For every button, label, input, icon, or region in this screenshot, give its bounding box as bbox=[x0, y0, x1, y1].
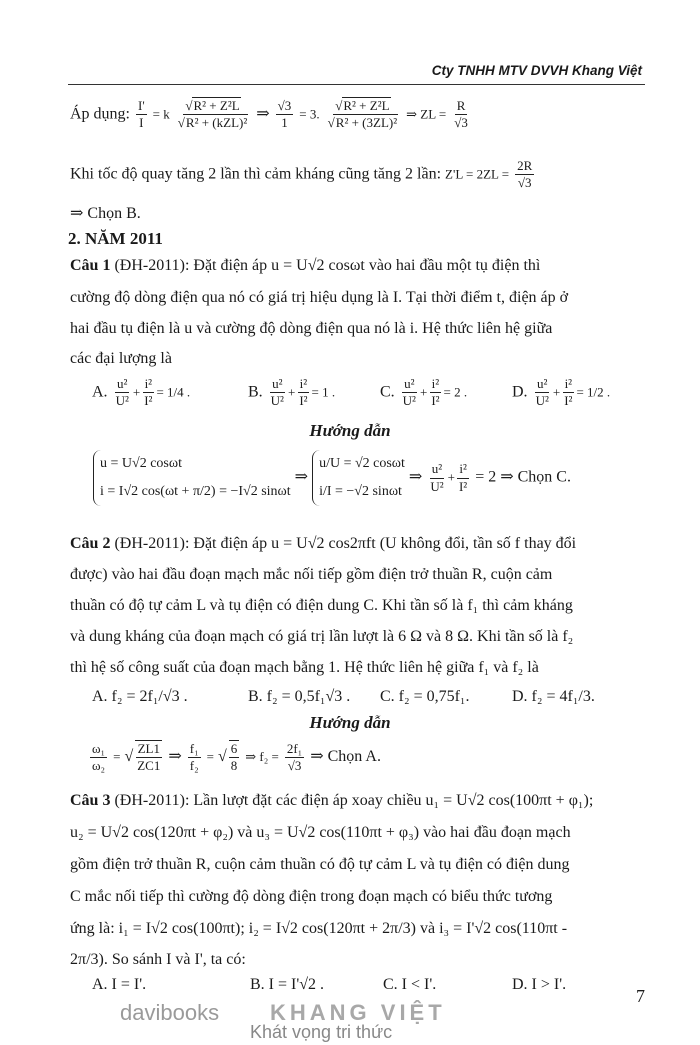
denominator: I² bbox=[299, 393, 308, 409]
equation: i = I√2 cos(ωt + π/2) = −I√2 sinωt bbox=[100, 484, 291, 499]
option-c bbox=[380, 376, 467, 410]
numerator: u² bbox=[430, 461, 444, 478]
option-d bbox=[512, 376, 610, 410]
denominator: I² bbox=[564, 393, 573, 409]
page-number: 7 bbox=[636, 986, 645, 1006]
question-label: Câu 1 bbox=[70, 257, 111, 274]
fraction bbox=[136, 98, 147, 132]
numerator: i² bbox=[298, 376, 310, 393]
q1-options bbox=[0, 376, 700, 416]
option-a bbox=[92, 376, 190, 410]
section-title: 2. NĂM 2011 bbox=[68, 229, 163, 248]
q3-line: C mắc nối tiếp thì cường độ dòng điện trong đoạn mạch có biểu thức tương bbox=[70, 888, 553, 905]
numerator: i² bbox=[563, 376, 575, 393]
numerator: i² bbox=[430, 376, 442, 393]
denominator: I bbox=[139, 115, 144, 131]
watermark-khang-viet: KHANG VIỆT bbox=[270, 1000, 446, 1025]
watermark-davibooks: davibooks bbox=[120, 1000, 220, 1025]
denominator: U² bbox=[430, 478, 444, 494]
fraction bbox=[534, 376, 551, 410]
equals: = bbox=[113, 748, 121, 764]
header-rule bbox=[68, 84, 645, 85]
radicand: R² + Z²L bbox=[343, 98, 390, 113]
plus: + bbox=[447, 469, 455, 485]
fraction bbox=[276, 98, 294, 132]
q3-line bbox=[70, 792, 593, 810]
speed-line bbox=[70, 158, 536, 192]
plus: + bbox=[287, 384, 296, 400]
radicand: R² + (kZL)² bbox=[185, 115, 248, 131]
option-c: C. f₂ = 0,75f₁. bbox=[380, 688, 470, 705]
option-rhs: = 2 . bbox=[443, 384, 468, 400]
radicand: R² + Z²L bbox=[193, 98, 240, 113]
option-letter: B. bbox=[248, 383, 263, 401]
option-b: B. f₂ = 0,5f₁√3 . bbox=[248, 688, 351, 705]
question-label: Câu 3 bbox=[70, 792, 111, 809]
q3-line: 2π/3). So sánh I và I', ta có: bbox=[70, 951, 246, 968]
option-rhs: = 1 . bbox=[311, 384, 336, 400]
plus: + bbox=[552, 384, 561, 400]
numerator: 2R bbox=[515, 158, 534, 175]
implies-arrow: ⇒ bbox=[294, 468, 309, 486]
option-letter: A. bbox=[92, 383, 108, 401]
denominator: √3 bbox=[454, 115, 468, 131]
fraction bbox=[401, 376, 418, 410]
option-letter: D. bbox=[512, 383, 528, 401]
numerator: √R² + Z²L bbox=[183, 98, 242, 115]
option-d: D. f₂ = 4f₁/3. bbox=[512, 688, 595, 705]
running-header: Cty TNHH MTV DVVH Khang Việt bbox=[431, 63, 642, 78]
q2-line bbox=[70, 535, 576, 553]
fraction bbox=[515, 158, 534, 192]
fraction bbox=[297, 376, 309, 410]
fraction bbox=[142, 376, 154, 410]
numerator: f₁ bbox=[188, 741, 201, 758]
apply-label: Áp dụng: bbox=[70, 105, 130, 123]
numerator: ZL1 bbox=[136, 741, 162, 758]
denominator: U² bbox=[402, 393, 416, 409]
guide-title: Hướng dẫn bbox=[309, 713, 391, 732]
fraction bbox=[429, 376, 441, 410]
fraction bbox=[188, 741, 201, 775]
numerator: R bbox=[455, 98, 468, 115]
option-rhs: = 1/4 . bbox=[156, 384, 191, 400]
denominator: ω₂ bbox=[92, 757, 106, 773]
denominator: I² bbox=[458, 478, 468, 494]
option-a: A. f₂ = 2f₁/√3 . bbox=[92, 688, 188, 705]
q1-line: các đại lượng là bbox=[70, 350, 172, 367]
denominator: ZC1 bbox=[137, 758, 161, 774]
denominator: √R² + (kZL)² bbox=[177, 115, 248, 131]
fraction bbox=[562, 376, 574, 410]
option-b bbox=[248, 376, 335, 410]
denominator: √3 bbox=[517, 175, 532, 191]
numerator: √3 bbox=[276, 98, 294, 115]
conclusion: = 2 ⇒ Chọn C. bbox=[475, 468, 571, 486]
denominator: f₂ bbox=[189, 757, 199, 773]
numerator: u² bbox=[535, 376, 549, 393]
option-letter: C. bbox=[380, 383, 395, 401]
q2-line: và dung kháng của đoạn mạch có giá trị lần lượt là 6 Ω và 8 Ω. Khi tần số là f₂ bbox=[70, 628, 574, 645]
f2-text: ⇒ f₂ = bbox=[245, 748, 279, 764]
answer: ⇒ Chọn A. bbox=[310, 747, 381, 765]
apply-formula bbox=[70, 98, 472, 132]
q2-solution: $\frac{\text{ω₁}}{\text{ω₂}}$ = √ $\frac{ZL1}{ZC1}$ ⇒ $\frac{\text{f₁}}{\text{f₂}}$ = √ $\frac{6}{8}$ ⇒ f₂ = $\frac{\text{2f₁}}{√3}$ ⇒ Chọn A. bbox=[92, 740, 381, 774]
fraction bbox=[135, 740, 162, 775]
plus: + bbox=[419, 384, 428, 400]
fraction bbox=[428, 461, 445, 495]
option-d: D. I > I'. bbox=[512, 976, 567, 993]
question-text: (ĐH-2011): Đặt điện áp u = U√2 cosωt vào hai đầu một tụ điện thì bbox=[114, 257, 541, 274]
numerator: u² bbox=[115, 376, 129, 393]
denominator: 1 bbox=[281, 115, 288, 131]
denominator: √R² + (3ZL)² bbox=[327, 115, 398, 131]
fraction bbox=[457, 461, 469, 495]
q1-line: cường độ dòng điện qua nó có giá trị hiệu dụng là I. Tại thời điểm t, điện áp ở bbox=[70, 289, 569, 306]
q3-line: ứng là: i₁ = I√2 cos(100πt); i₂ = I√2 cos(120πt + 2π/3) và i₃ = I'√2 cos(110πt - bbox=[70, 920, 568, 937]
equals: = bbox=[206, 748, 214, 764]
denominator: U² bbox=[535, 393, 549, 409]
q2-line: thì hệ số công suất của đoạn mạch bằng 1. Hệ thức liên hệ giữa f₁ và f₂ là bbox=[70, 659, 539, 676]
numerator: √R² + Z²L bbox=[333, 98, 392, 115]
fraction bbox=[269, 376, 286, 410]
denominator: I² bbox=[144, 393, 153, 409]
numerator: i² bbox=[143, 376, 155, 393]
q1-solution bbox=[93, 450, 571, 506]
implies-arrow: ⇒ bbox=[256, 105, 270, 123]
equation-system bbox=[312, 450, 405, 506]
denominator: √3 bbox=[287, 757, 302, 773]
option-rhs: = 1/2 . bbox=[576, 384, 611, 400]
question-text: (ĐH-2011): Lần lượt đặt các điện áp xoay chiều u₁ = U√2 cos(100πt + φ₁); bbox=[114, 792, 594, 809]
option-a: A. I = I'. bbox=[92, 976, 147, 993]
equation-system bbox=[93, 450, 291, 506]
q1-line bbox=[70, 257, 540, 275]
eq-3: = 3. bbox=[299, 106, 320, 122]
numerator: 2f₁ bbox=[285, 741, 304, 758]
fraction bbox=[176, 98, 250, 132]
fraction bbox=[90, 741, 107, 775]
q3-line: u₂ = U√2 cos(120πt + φ₂) và u₃ = U√2 cos(110πt + φ₃) vào hai đầu đoạn mạch bbox=[70, 824, 571, 841]
q2-line: thuần có độ tự cảm L và tụ điện có điện dung C. Khi tần số là f₁ thì cảm kháng bbox=[70, 597, 573, 614]
q2-line: được) vào hai đầu đoạn mạch mắc nối tiếp gồm điện trở thuần R, cuộn cảm bbox=[70, 566, 553, 583]
numerator: ω₁ bbox=[90, 741, 107, 758]
fraction bbox=[326, 98, 400, 132]
numerator: i² bbox=[457, 461, 469, 478]
equation: u = U√2 cosωt bbox=[100, 456, 182, 471]
watermark-slogan: Khát vọng tri thức bbox=[250, 1022, 393, 1042]
option-b: B. I = I'√2 . bbox=[250, 976, 325, 993]
fraction bbox=[229, 740, 240, 775]
q1-line: hai đầu tụ điện là u và cường độ dòng điện qua nó là i. Hệ thức liên hệ giữa bbox=[70, 320, 553, 337]
guide-title: Hướng dẫn bbox=[309, 421, 391, 440]
option-c: C. I < I'. bbox=[383, 976, 437, 993]
denominator: I² bbox=[431, 393, 440, 409]
numerator: I' bbox=[136, 98, 147, 115]
question-text: (ĐH-2011): Đặt điện áp u = U√2 cos2πft (U không đổi, tần số f thay đổi bbox=[114, 535, 577, 552]
speed-formula: Z'L = 2ZL = bbox=[445, 166, 510, 182]
speed-text: Khi tốc độ quay tăng 2 lần thì cảm kháng cũng tăng 2 lần: bbox=[70, 165, 442, 183]
answer-b: ⇒ Chọn B. bbox=[70, 205, 141, 222]
denominator: U² bbox=[270, 393, 284, 409]
numerator: u² bbox=[270, 376, 284, 393]
equation: i/I = −√2 sinωt bbox=[319, 484, 402, 499]
fraction bbox=[452, 98, 470, 132]
q3-line: gồm điện trở thuần R, cuộn cảm thuần có độ tự cảm L và tụ điện có điện dung bbox=[70, 856, 570, 873]
denominator: 8 bbox=[230, 758, 238, 774]
implies-arrow: ⇒ bbox=[408, 468, 423, 486]
numerator: u² bbox=[402, 376, 416, 393]
numerator: 6 bbox=[229, 741, 240, 758]
fraction bbox=[114, 376, 131, 410]
result-text: ⇒ ZL = bbox=[406, 106, 447, 122]
question-label: Câu 2 bbox=[70, 535, 111, 552]
equation: u/U = √2 cosωt bbox=[319, 456, 405, 471]
fraction bbox=[285, 741, 304, 775]
eq-k: = k bbox=[152, 106, 170, 122]
radicand: R² + (3ZL)² bbox=[335, 115, 398, 131]
implies-arrow: ⇒ bbox=[168, 747, 182, 765]
denominator: U² bbox=[115, 393, 129, 409]
plus: + bbox=[132, 384, 141, 400]
